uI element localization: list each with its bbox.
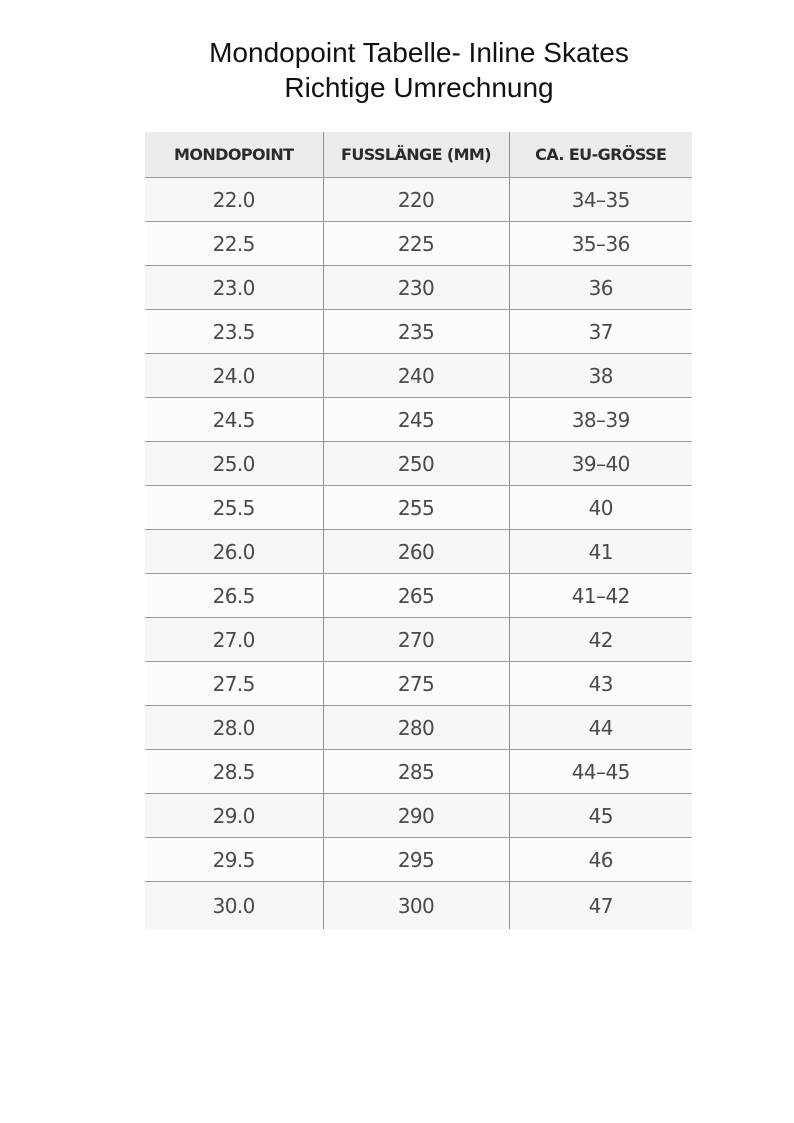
- table-row: [145, 838, 692, 882]
- header-foot-length: FUSSLÄNGE (MM): [323, 132, 509, 178]
- cell-mondopoint: 22.0: [145, 178, 323, 222]
- table-header: [145, 132, 692, 178]
- table-row: [145, 486, 692, 530]
- cell-mondopoint: 30.0: [145, 882, 323, 930]
- table-row: [145, 794, 692, 838]
- cell-foot-length: 295: [323, 838, 509, 882]
- cell-mondopoint: 22.5: [145, 222, 323, 266]
- table-row: [145, 750, 692, 794]
- cell-foot-length: 290: [323, 794, 509, 838]
- cell-eu-size: 44–45: [509, 750, 692, 794]
- cell-eu-size: 41: [509, 530, 692, 574]
- cell-eu-size: 40: [509, 486, 692, 530]
- cell-eu-size: 42: [509, 618, 692, 662]
- cell-foot-length: 255: [323, 486, 509, 530]
- cell-foot-length: 300: [323, 882, 509, 930]
- cell-mondopoint: 25.5: [145, 486, 323, 530]
- table-row: [145, 618, 692, 662]
- table-row: [145, 178, 692, 222]
- table-row: [145, 442, 692, 486]
- cell-eu-size: 34–35: [509, 178, 692, 222]
- table-row: [145, 222, 692, 266]
- page-title: Mondopoint Tabelle- Inline Skates: [209, 37, 629, 68]
- cell-eu-size: 39–40: [509, 442, 692, 486]
- cell-mondopoint: 24.5: [145, 398, 323, 442]
- cell-mondopoint: 25.0: [145, 442, 323, 486]
- cell-mondopoint: 29.5: [145, 838, 323, 882]
- mondopoint-size-table: [145, 132, 692, 929]
- cell-foot-length: 280: [323, 706, 509, 750]
- table-row: [145, 530, 692, 574]
- cell-mondopoint: 23.5: [145, 310, 323, 354]
- cell-mondopoint: 24.0: [145, 354, 323, 398]
- header-row: [145, 132, 692, 178]
- cell-foot-length: 235: [323, 310, 509, 354]
- cell-mondopoint: 27.0: [145, 618, 323, 662]
- header-eu-size: CA. EU-GRÖSSE: [509, 132, 692, 178]
- cell-mondopoint: 26.0: [145, 530, 323, 574]
- table-row: [145, 574, 692, 618]
- cell-eu-size: 45: [509, 794, 692, 838]
- table-row: [145, 882, 692, 930]
- table-body: [145, 178, 692, 930]
- cell-foot-length: 265: [323, 574, 509, 618]
- cell-mondopoint: 27.5: [145, 662, 323, 706]
- table-row: [145, 662, 692, 706]
- cell-foot-length: 260: [323, 530, 509, 574]
- cell-foot-length: 220: [323, 178, 509, 222]
- cell-eu-size: 38: [509, 354, 692, 398]
- table-row: [145, 398, 692, 442]
- cell-foot-length: 250: [323, 442, 509, 486]
- cell-eu-size: 37: [509, 310, 692, 354]
- cell-foot-length: 240: [323, 354, 509, 398]
- cell-mondopoint: 29.0: [145, 794, 323, 838]
- table-row: [145, 310, 692, 354]
- cell-mondopoint: 28.0: [145, 706, 323, 750]
- cell-eu-size: 46: [509, 838, 692, 882]
- header-mondopoint: MONDOPOINT: [145, 132, 323, 178]
- page-subtitle: Richtige Umrechnung: [284, 72, 554, 103]
- cell-foot-length: 230: [323, 266, 509, 310]
- cell-eu-size: 43: [509, 662, 692, 706]
- cell-foot-length: 245: [323, 398, 509, 442]
- cell-foot-length: 225: [323, 222, 509, 266]
- cell-eu-size: 47: [509, 882, 692, 930]
- cell-foot-length: 275: [323, 662, 509, 706]
- cell-eu-size: 35–36: [509, 222, 692, 266]
- cell-eu-size: 41–42: [509, 574, 692, 618]
- cell-foot-length: 285: [323, 750, 509, 794]
- cell-mondopoint: 28.5: [145, 750, 323, 794]
- cell-eu-size: 44: [509, 706, 692, 750]
- cell-eu-size: 38–39: [509, 398, 692, 442]
- table-row: [145, 706, 692, 750]
- cell-mondopoint: 26.5: [145, 574, 323, 618]
- table-row: [145, 266, 692, 310]
- cell-eu-size: 36: [509, 266, 692, 310]
- cell-foot-length: 270: [323, 618, 509, 662]
- cell-mondopoint: 23.0: [145, 266, 323, 310]
- table-row: [145, 354, 692, 398]
